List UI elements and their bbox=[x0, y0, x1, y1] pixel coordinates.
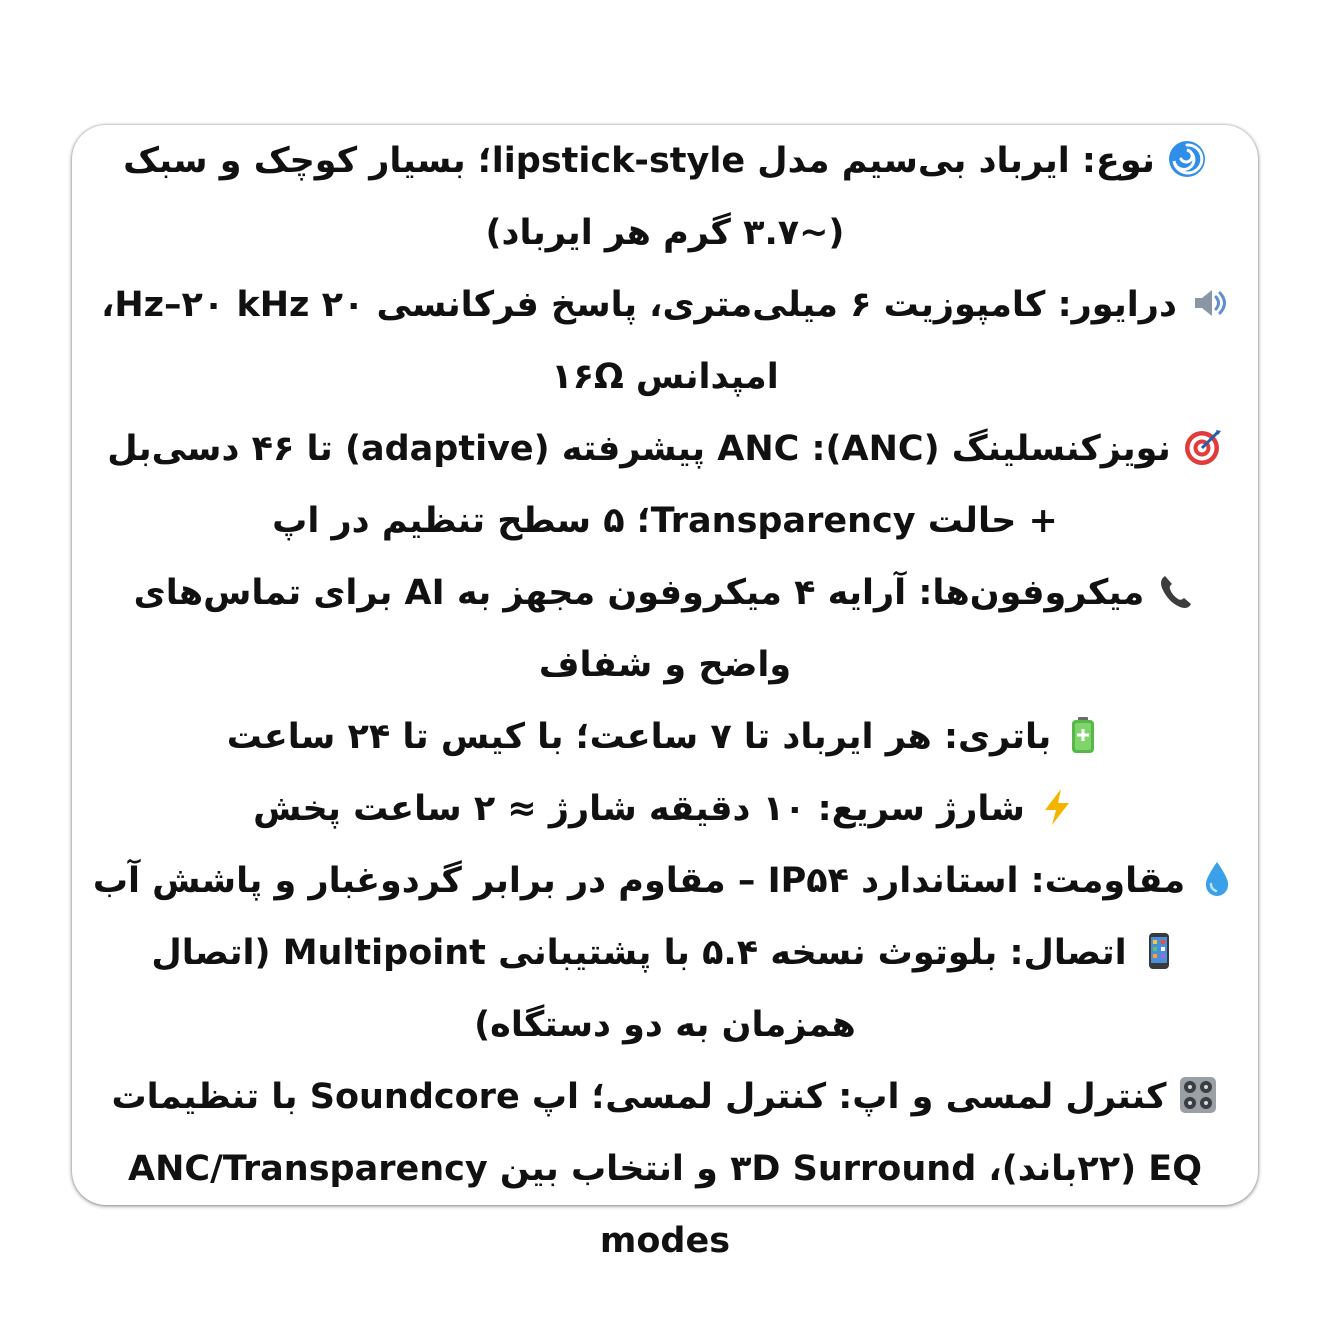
spec-item-battery bbox=[88, 701, 1242, 773]
spec-text: نوع: ایرباد بی‌سیم مدل lipstick-style؛ بسیار کوچک و سبک (~۳.۷ گرم هر ایرباد) bbox=[123, 141, 1155, 253]
spec-text: کنترل لمسی و اپ: کنترل لمسی؛ اپ Soundcore با تنظیمات EQ (۲۲باند)، ۳D Surround و انتخاب بین ANC/Transparency modes bbox=[111, 1077, 1202, 1261]
mobile-phone-icon bbox=[1139, 931, 1179, 971]
spec-item-mics bbox=[88, 557, 1242, 701]
spec-text: میکروفون‌ها: آرایه ۴ میکروفون مجهز به AI برای تماس‌های واضح و شفاف bbox=[133, 573, 1145, 685]
spec-text: درایور: کامپوزیت ۶ میلی‌متری، پاسخ فرکانسی ۲۰ Hz–۲۰ kHz، امپدانس ۱۶Ω bbox=[101, 285, 1177, 397]
spec-text: نویزکنسلینگ (ANC): ANC پیشرفته (adaptive) تا ۴۶ دسی‌بل + حالت Transparency؛ ۵ سطح تنظیم در اپ bbox=[107, 429, 1171, 541]
speaker-icon bbox=[1189, 283, 1229, 323]
spec-item-controls bbox=[88, 1061, 1242, 1277]
lightning-icon bbox=[1037, 787, 1077, 827]
spec-card bbox=[72, 125, 1258, 1261]
spec-list bbox=[88, 125, 1242, 1277]
spec-item-fast-charge bbox=[88, 773, 1242, 845]
spec-text: مقاومت: استاندارد IP۵۴ – مقاوم در برابر گردوغبار و پاشش آب bbox=[92, 861, 1186, 901]
spec-item-type bbox=[88, 125, 1242, 269]
spec-item-anc bbox=[88, 413, 1242, 557]
spec-text: شارژ سریع: ۱۰ دقیقه شارژ ≈ ۲ ساعت پخش bbox=[253, 789, 1025, 829]
droplet-icon bbox=[1197, 859, 1237, 899]
spec-item-resistance bbox=[88, 845, 1242, 917]
battery-icon bbox=[1063, 715, 1103, 755]
spec-item-connectivity bbox=[88, 917, 1242, 1061]
cyclone-icon bbox=[1167, 139, 1207, 179]
target-icon bbox=[1183, 427, 1223, 467]
phone-icon bbox=[1156, 571, 1196, 611]
spec-text: اتصال: بلوتوث نسخه ۵.۴ با پشتیبانی Multipoint (اتصال همزمان به دو دستگاه) bbox=[151, 933, 1127, 1045]
control-knobs-icon bbox=[1178, 1075, 1218, 1115]
spec-text: باتری: هر ایرباد تا ۷ ساعت؛ با کیس تا ۲۴ ساعت bbox=[226, 717, 1052, 757]
spec-item-driver bbox=[88, 269, 1242, 413]
